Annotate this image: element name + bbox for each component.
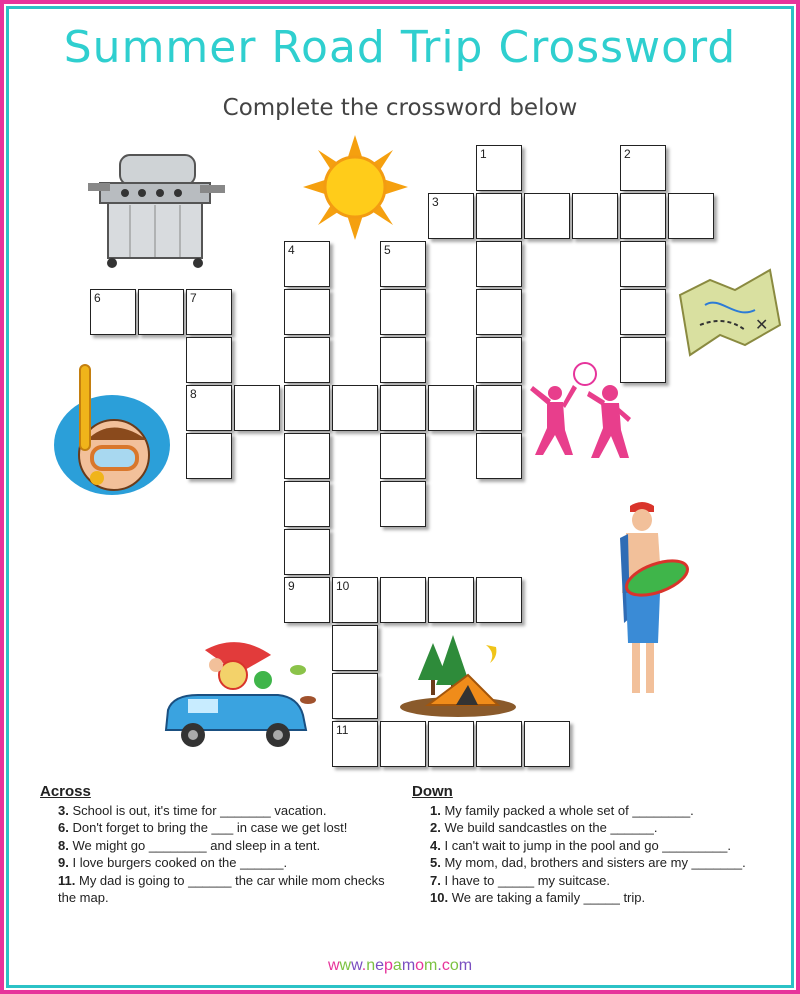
clue-text: We are taking a family _____ trip. <box>451 890 646 905</box>
crossword-cell[interactable] <box>380 481 426 527</box>
crossword-cell[interactable] <box>428 193 474 239</box>
clue-num: 6. <box>58 820 69 835</box>
map-icon <box>675 265 785 360</box>
crossword-cell[interactable] <box>380 721 426 767</box>
crossword-cell[interactable] <box>284 289 330 335</box>
clue-item <box>40 872 395 907</box>
across-heading: Across <box>40 783 91 800</box>
crossword-cell[interactable] <box>476 289 522 335</box>
crossword-cell[interactable] <box>476 433 522 479</box>
svg-text:✕: ✕ <box>755 315 769 334</box>
crossword-cell[interactable] <box>572 193 618 239</box>
car-trip-icon <box>158 635 333 755</box>
clue-item <box>412 889 762 907</box>
clue-text: My mom, dad, brothers and sisters are my _______. <box>444 855 746 870</box>
clue-item <box>40 837 395 855</box>
crossword-cell[interactable] <box>428 721 474 767</box>
crossword-cell[interactable] <box>186 289 232 335</box>
clue-num: 5. <box>430 855 441 870</box>
crossword-cell[interactable] <box>620 289 666 335</box>
surfer-icon <box>612 498 692 698</box>
crossword-cell[interactable] <box>186 385 232 431</box>
clue-text: I love burgers cooked on the ______. <box>72 855 288 870</box>
clue-number: 1 <box>480 147 487 161</box>
clue-item <box>412 837 762 855</box>
clue-item <box>40 854 395 872</box>
crossword-cell[interactable] <box>284 337 330 383</box>
playing-kids-icon <box>525 360 635 465</box>
crossword-cell[interactable] <box>476 145 522 191</box>
crossword-cell[interactable] <box>476 577 522 623</box>
crossword-cell[interactable] <box>332 385 378 431</box>
page-subtitle: Complete the crossword below <box>222 95 578 121</box>
snorkel-icon <box>52 355 172 500</box>
footer-url-text[interactable]: www.nepamom.com <box>327 957 473 974</box>
crossword-cell[interactable] <box>186 433 232 479</box>
clue-num: 10. <box>430 890 449 905</box>
clue-num: 1. <box>430 802 441 818</box>
crossword-cell[interactable] <box>332 577 378 623</box>
crossword-cell[interactable] <box>620 241 666 287</box>
clue-item <box>412 802 762 820</box>
clue-number: 6 <box>94 291 101 305</box>
crossword-cell[interactable] <box>284 481 330 527</box>
crossword-cell[interactable] <box>668 193 714 239</box>
clue-number: 9 <box>288 579 295 593</box>
crossword-cell[interactable] <box>428 385 474 431</box>
clue-text: Don't forget to bring the ___ in case we get lost! <box>72 820 348 835</box>
crossword-cell[interactable] <box>380 241 426 287</box>
clue-text: My family packed a whole set of ________. <box>444 802 694 818</box>
clue-number: 11 <box>336 723 349 737</box>
crossword-cell[interactable] <box>284 529 330 575</box>
clue-item <box>412 854 762 872</box>
clue-num: 3. <box>58 802 69 818</box>
clue-number: 2 <box>624 147 631 161</box>
crossword-cell[interactable] <box>476 241 522 287</box>
clue-number: 5 <box>384 243 391 257</box>
crossword-cell[interactable] <box>476 721 522 767</box>
crossword-cell[interactable] <box>476 193 522 239</box>
crossword-cell[interactable] <box>138 289 184 335</box>
crossword-cell[interactable] <box>234 385 280 431</box>
crossword-cell[interactable] <box>380 577 426 623</box>
clue-text: I can't wait to jump in the pool and go _________. <box>444 837 731 853</box>
clue-num: 7. <box>430 872 441 888</box>
clue-text: I have to _____ my suitcase. <box>444 872 610 888</box>
crossword-cell[interactable] <box>186 337 232 383</box>
crossword-cell[interactable] <box>380 433 426 479</box>
sun-icon <box>303 135 408 240</box>
clue-num: 11. <box>58 872 76 888</box>
crossword-cell[interactable] <box>380 289 426 335</box>
crossword-cell[interactable] <box>90 289 136 335</box>
crossword-cell[interactable] <box>380 337 426 383</box>
clue-item <box>40 802 395 820</box>
across-clues <box>40 783 395 907</box>
footer-url[interactable] <box>0 957 800 975</box>
crossword-cell[interactable] <box>284 385 330 431</box>
crossword-cell[interactable] <box>332 673 378 719</box>
crossword-cell[interactable] <box>284 433 330 479</box>
grill-icon <box>80 145 230 270</box>
crossword-cell[interactable] <box>284 577 330 623</box>
clue-number: 7 <box>190 291 197 305</box>
crossword-cell[interactable] <box>428 577 474 623</box>
crossword-cell[interactable] <box>332 721 378 767</box>
crossword-cell[interactable] <box>524 721 570 767</box>
clue-number: 3 <box>432 195 439 209</box>
page-title: Summer Road Trip Crossword <box>63 22 737 73</box>
clue-text: School is out, it's time for _______ vacation. <box>72 802 327 818</box>
down-clues <box>412 783 762 907</box>
clue-num: 8. <box>58 837 69 853</box>
crossword-cell[interactable] <box>476 385 522 431</box>
clue-item <box>40 819 395 837</box>
down-heading: Down <box>412 783 453 800</box>
crossword-cell[interactable] <box>524 193 570 239</box>
crossword-cell[interactable] <box>620 145 666 191</box>
clue-num: 4. <box>430 837 441 853</box>
clue-item <box>412 872 762 890</box>
clue-num: 9. <box>58 855 69 870</box>
crossword-cell[interactable] <box>620 193 666 239</box>
clue-text: My dad is going to ______ the car while mom checks the map. <box>58 872 385 905</box>
clue-number: 4 <box>288 243 295 257</box>
clue-number: 8 <box>190 387 197 401</box>
clue-item <box>412 819 762 837</box>
crossword-cell[interactable] <box>380 385 426 431</box>
clue-text: We might go ________ and sleep in a tent. <box>72 837 321 853</box>
crossword-cell[interactable] <box>332 625 378 671</box>
clue-text: We build sandcastles on the ______. <box>444 820 658 835</box>
crossword-cell[interactable] <box>284 241 330 287</box>
crossword-cell[interactable] <box>476 337 522 383</box>
clue-number: 10 <box>336 579 350 593</box>
camping-tent-icon <box>398 635 523 720</box>
clue-num: 2. <box>430 820 441 835</box>
